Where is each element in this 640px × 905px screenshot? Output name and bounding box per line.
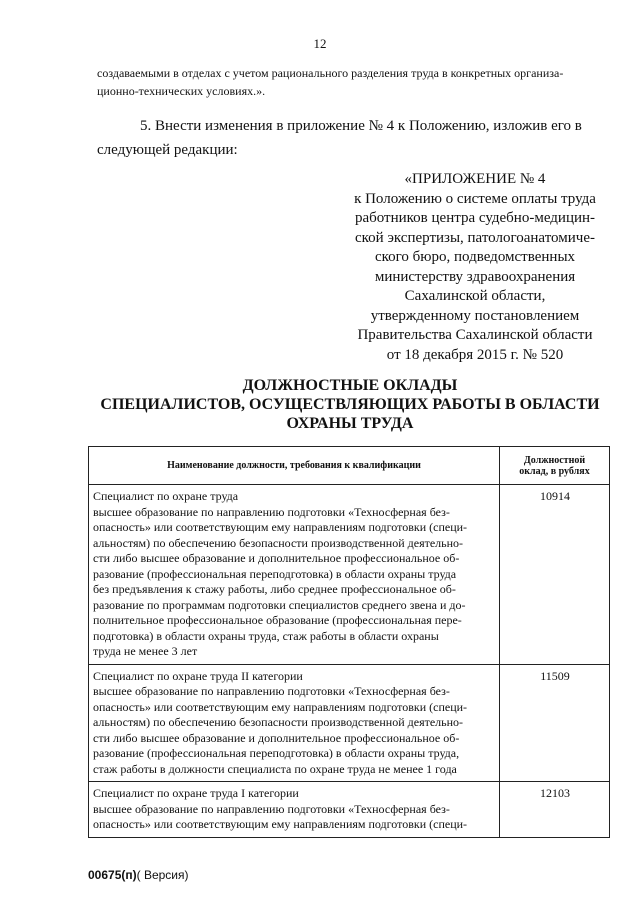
footer-document-code bbox=[88, 868, 189, 882]
description-line: высшее образование по направлению подготовки «Техносферная без- bbox=[93, 684, 450, 698]
description-line: стаж работы в должности специалиста по охране труда не менее 1 года bbox=[93, 761, 457, 776]
description-line: высшее образование по направлению подготовки «Техносферная без- bbox=[93, 504, 450, 519]
footer-version: ( Версия) bbox=[136, 868, 189, 882]
description-line: разование по программам подготовки специалистов среднего звена и до- bbox=[93, 597, 466, 612]
salary-amount: 11509 bbox=[500, 664, 610, 782]
salary-amount: 12103 bbox=[500, 782, 610, 838]
description-line: без предъявления к стажу работы, либо среднее профессиональное об- bbox=[93, 582, 456, 596]
description-line: высшее образование по направлению подготовки «Техносферная без- bbox=[93, 801, 450, 816]
appendix-line: к Положению о системе оплаты труда bbox=[354, 190, 596, 207]
continuation-text-line-2: ционно-технических условиях.». bbox=[97, 84, 266, 98]
appendix-header bbox=[330, 170, 620, 365]
footer-code: 00675(п) bbox=[88, 868, 137, 882]
description-line: труда не менее 3 лет bbox=[93, 644, 198, 658]
position-description bbox=[89, 664, 500, 782]
table-row bbox=[89, 664, 610, 782]
appendix-line: ского бюро, подведомственных bbox=[374, 249, 576, 265]
header-salary-line: Должностной bbox=[523, 454, 586, 466]
table-row bbox=[89, 782, 610, 838]
description-line: разование (профессиональная переподготовка) в области охраны труда, bbox=[93, 746, 460, 760]
description-line: подготовка) в области охраны труда, стаж работы в области охраны bbox=[93, 628, 439, 643]
description-line: опасность» или соответствующим ему направлениям подготовки (специ- bbox=[93, 520, 468, 534]
appendix-line: от 18 декабря 2015 г. № 520 bbox=[386, 346, 564, 363]
continuation-text-line-1: создаваемыми в отделах с учетом рационального разделения труда в конкретных организа- bbox=[97, 66, 564, 80]
title-line: СПЕЦИАЛИСТОВ, ОСУЩЕСТВЛЯЮЩИХ РАБОТЫ В ОБЛАСТИ bbox=[100, 396, 600, 413]
header-salary-line: оклад, в рублях bbox=[519, 465, 590, 477]
salary-table bbox=[88, 446, 610, 838]
description-line: разование (профессиональная переподготовка) в области охраны труда bbox=[93, 566, 457, 581]
table-row bbox=[89, 485, 610, 665]
description-line: Специалист по охране труда II категории bbox=[93, 668, 303, 683]
description-line: альностям) по обеспечению безопасности производственной деятельно- bbox=[93, 715, 464, 729]
appendix-line: утвержденному постановлением bbox=[370, 307, 580, 324]
page-number: 12 bbox=[313, 36, 327, 51]
appendix-line: работников центра судебно-медицин- bbox=[354, 210, 596, 226]
paragraph-5-line-1: 5. Внести изменения в приложение № 4 к Положению, изложив его в bbox=[140, 118, 582, 134]
table-header-row bbox=[89, 447, 610, 485]
header-salary bbox=[500, 447, 610, 485]
title-line: ОХРАНЫ ТРУДА bbox=[286, 415, 414, 432]
description-line: полнительное профессиональное образование (профессиональная пере- bbox=[93, 613, 462, 627]
paragraph-5-line-2: следующей редакции: bbox=[97, 142, 238, 158]
description-line: Специалист по охране труда I категории bbox=[93, 786, 299, 800]
position-description bbox=[89, 485, 500, 665]
description-line: альностям) по обеспечению безопасности производственной деятельно- bbox=[93, 535, 464, 550]
header-position: Наименование должности, требования к квалификации bbox=[89, 447, 500, 485]
description-line: опасность» или соответствующим ему направлениям подготовки (специ- bbox=[93, 699, 468, 714]
description-line: опасность» или соответствующим ему направлениям подготовки (специ- bbox=[93, 817, 468, 831]
description-line: Специалист по охране труда bbox=[93, 489, 239, 503]
salary-amount: 10914 bbox=[500, 485, 610, 665]
appendix-line: Правительства Сахалинской области bbox=[357, 327, 593, 343]
description-line: сти либо высшее образование и дополнительное профессиональное об- bbox=[93, 730, 460, 745]
position-description bbox=[89, 782, 500, 838]
document-title bbox=[60, 376, 640, 433]
description-line: сти либо высшее образование и дополнительное профессиональное об- bbox=[93, 551, 460, 565]
appendix-line: министерству здравоохранения bbox=[374, 268, 576, 285]
title-line: ДОЛЖНОСТНЫЕ ОКЛАДЫ bbox=[242, 377, 458, 394]
appendix-line: «ПРИЛОЖЕНИЕ № 4 bbox=[404, 171, 546, 187]
appendix-line: Сахалинской области, bbox=[404, 288, 546, 304]
appendix-line: ской экспертизы, патологоанатомиче- bbox=[354, 229, 595, 246]
